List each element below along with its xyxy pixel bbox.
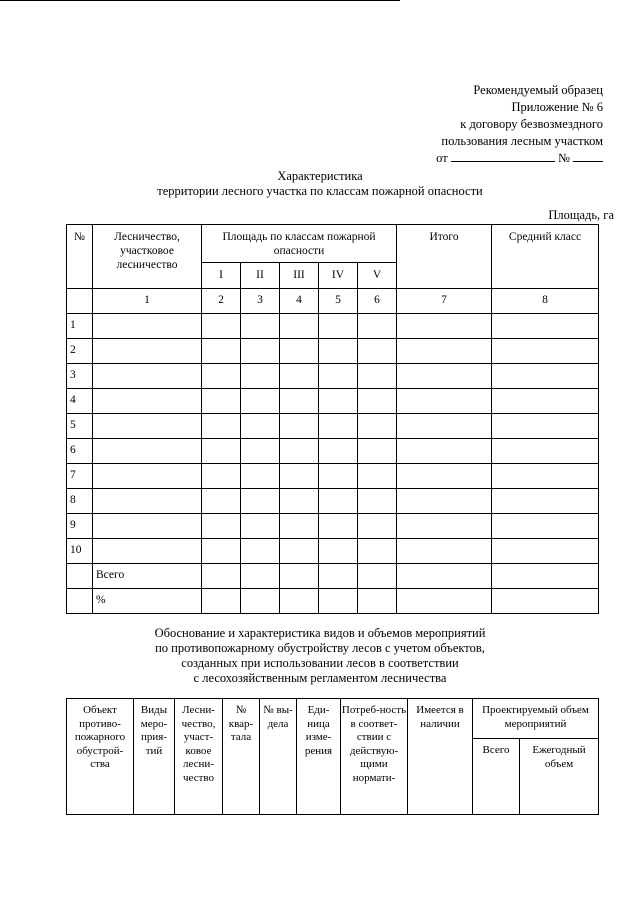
appendix-from-label: от [436, 151, 448, 165]
table-cell [492, 514, 599, 539]
row-number: 4 [67, 389, 93, 414]
table-cell [492, 564, 599, 589]
colnum-6: 6 [358, 289, 397, 314]
table-cell [202, 589, 241, 614]
header-class-4: IV [319, 263, 358, 289]
table-cell [93, 514, 202, 539]
table-cell [358, 564, 397, 589]
header-projected-total: Всего [473, 739, 520, 815]
table-cell [397, 364, 492, 389]
table-cell [492, 339, 599, 364]
table-cell [67, 589, 93, 614]
header-area: Площадь по классам пожарной опасности [202, 225, 397, 263]
table-cell [93, 389, 202, 414]
fire-measures-table [66, 698, 599, 815]
table-cell [93, 489, 202, 514]
header-need: Потреб-ность в соответ-ствии с действую-щими нормати- [341, 699, 408, 815]
header-forestry: Лесничество, участковое лесничество [93, 225, 202, 289]
table-cell [492, 389, 599, 414]
table-cell [280, 339, 319, 364]
header-class-1: I [202, 263, 241, 289]
header-class-3: III [280, 263, 319, 289]
header-no: № [67, 225, 93, 289]
total-row [67, 564, 599, 589]
row-number: 9 [67, 514, 93, 539]
colnum-5: 5 [319, 289, 358, 314]
table-cell [319, 439, 358, 464]
table-cell [319, 389, 358, 414]
appendix-line-contract: к договору безвозмездного [460, 117, 603, 131]
table-cell [397, 439, 492, 464]
colnum-4: 4 [280, 289, 319, 314]
header-annual: Ежегодный объем [520, 739, 599, 815]
table-cell [492, 364, 599, 389]
table-cell [241, 464, 280, 489]
table-cell [358, 339, 397, 364]
table-cell [202, 314, 241, 339]
table-cell [93, 464, 202, 489]
table-cell [319, 589, 358, 614]
table1-units: Площадь, га [548, 208, 614, 222]
table-cell [397, 414, 492, 439]
table2-title-line2: по противопожарному обустройству лесов с учетом объектов, [155, 641, 485, 655]
appendix-line-usage: пользования лесным участком [441, 134, 603, 148]
table-cell [280, 389, 319, 414]
table-cell [93, 339, 202, 364]
table-row [67, 414, 599, 439]
table-cell [358, 589, 397, 614]
table-cell [397, 464, 492, 489]
table-cell [67, 564, 93, 589]
row-number: 7 [67, 464, 93, 489]
colnum-3: 3 [241, 289, 280, 314]
table1-title-line2: территории лесного участка по классам пожарной опасности [157, 184, 483, 198]
table-cell [319, 414, 358, 439]
table-cell [397, 314, 492, 339]
header-total: Итого [397, 225, 492, 289]
column-number-row [67, 289, 599, 314]
header-forestry2: Лесни-чество, участ-ковое лесни-чество [175, 699, 223, 815]
table-cell [202, 514, 241, 539]
table1-title [0, 169, 640, 199]
table-cell [202, 414, 241, 439]
table-cell [202, 389, 241, 414]
table-cell [241, 414, 280, 439]
table2-title [0, 626, 640, 686]
table-cell [319, 564, 358, 589]
table-cell [397, 389, 492, 414]
appendix-line-sample: Рекомендуемый образец [473, 83, 603, 97]
table-cell [492, 539, 599, 564]
table-cell [241, 514, 280, 539]
table-row [67, 489, 599, 514]
header-avg-class: Средний класс [492, 225, 599, 289]
table-cell [358, 439, 397, 464]
table-cell [202, 464, 241, 489]
table-cell [492, 489, 599, 514]
header-available: Имеется в наличии [408, 699, 473, 815]
table-cell [202, 339, 241, 364]
total-label: Всего [93, 564, 202, 589]
table-cell [319, 464, 358, 489]
table1-data-rows [67, 314, 599, 564]
row-number: 10 [67, 539, 93, 564]
table-cell [280, 439, 319, 464]
table-row [67, 314, 599, 339]
row-number: 2 [67, 339, 93, 364]
table-cell [241, 539, 280, 564]
table-cell [280, 589, 319, 614]
table-row [67, 364, 599, 389]
table2-title-line3: созданных при использовании лесов в соответствии [181, 656, 459, 670]
table-cell [397, 489, 492, 514]
table-cell [492, 439, 599, 464]
appendix-no-label: № [557, 151, 570, 165]
table-cell [397, 339, 492, 364]
appendix-line-date [436, 150, 603, 167]
table-cell [202, 439, 241, 464]
table-cell [492, 314, 599, 339]
colnum-7: 7 [397, 289, 492, 314]
table-cell [280, 364, 319, 389]
table-cell [358, 314, 397, 339]
table-cell [280, 464, 319, 489]
table-cell [93, 414, 202, 439]
table-cell [492, 414, 599, 439]
table-cell [492, 464, 599, 489]
header-class-2: II [241, 263, 280, 289]
table-cell [241, 389, 280, 414]
table-cell [280, 414, 319, 439]
header-object: Объект противо-пожарного обустрой-ства [67, 699, 134, 815]
table-cell [202, 489, 241, 514]
table-cell [241, 339, 280, 364]
table-cell [280, 564, 319, 589]
table-cell [319, 339, 358, 364]
appendix-line-number: Приложение № 6 [511, 100, 603, 114]
table-cell [93, 539, 202, 564]
table-cell [241, 364, 280, 389]
table-cell [319, 489, 358, 514]
colnum-8: 8 [492, 289, 599, 314]
row-number: 1 [67, 314, 93, 339]
row-number: 3 [67, 364, 93, 389]
table-cell [93, 314, 202, 339]
table-cell [93, 439, 202, 464]
header-quarter: № квар-тала [223, 699, 260, 815]
table-cell [280, 539, 319, 564]
percent-label: % [93, 589, 202, 614]
number-blank-line [573, 150, 603, 162]
table-cell [319, 364, 358, 389]
percent-row [67, 589, 599, 614]
table-cell [358, 514, 397, 539]
table-cell [241, 489, 280, 514]
table-cell [319, 314, 358, 339]
colnum-2: 2 [202, 289, 241, 314]
table-cell [241, 564, 280, 589]
table-cell [241, 439, 280, 464]
colnum-empty [67, 289, 93, 314]
scan-edge-line [0, 0, 400, 1]
header-projected: Проектируемый объем мероприятий [473, 699, 599, 739]
table2-title-line1: Обоснование и характеристика видов и объемов мероприятий [154, 626, 486, 640]
table-row [67, 339, 599, 364]
table-cell [280, 514, 319, 539]
row-number: 5 [67, 414, 93, 439]
table1-title-line1: Характеристика [277, 169, 363, 183]
table-cell [319, 539, 358, 564]
table-cell [358, 489, 397, 514]
table-row [67, 464, 599, 489]
header-unit: Еди-ница изме-рения [297, 699, 341, 815]
table-cell [241, 589, 280, 614]
table-cell [397, 514, 492, 539]
table-cell [280, 314, 319, 339]
date-blank-line [451, 150, 555, 162]
table-cell [397, 539, 492, 564]
table-cell [358, 539, 397, 564]
table-cell [397, 564, 492, 589]
table-cell [202, 564, 241, 589]
table-row [67, 514, 599, 539]
table-cell [397, 589, 492, 614]
table-cell [492, 589, 599, 614]
table-row [67, 539, 599, 564]
header-measure-types: Виды меро-прия-тий [134, 699, 175, 815]
table-cell [93, 364, 202, 389]
table-row [67, 389, 599, 414]
table2-title-line4: с лесохозяйственным регламентом лесничества [193, 671, 447, 685]
table-cell [358, 364, 397, 389]
table-cell [358, 414, 397, 439]
appendix-header [436, 82, 603, 167]
table-cell [280, 489, 319, 514]
table-cell [319, 514, 358, 539]
table-cell [202, 539, 241, 564]
fire-danger-table [66, 224, 599, 614]
table-row [67, 439, 599, 464]
header-section: № вы-дела [260, 699, 297, 815]
header-class-5: V [358, 263, 397, 289]
table-cell [241, 314, 280, 339]
table-cell [358, 389, 397, 414]
row-number: 6 [67, 439, 93, 464]
table-cell [358, 464, 397, 489]
table-cell [202, 364, 241, 389]
row-number: 8 [67, 489, 93, 514]
colnum-1: 1 [93, 289, 202, 314]
